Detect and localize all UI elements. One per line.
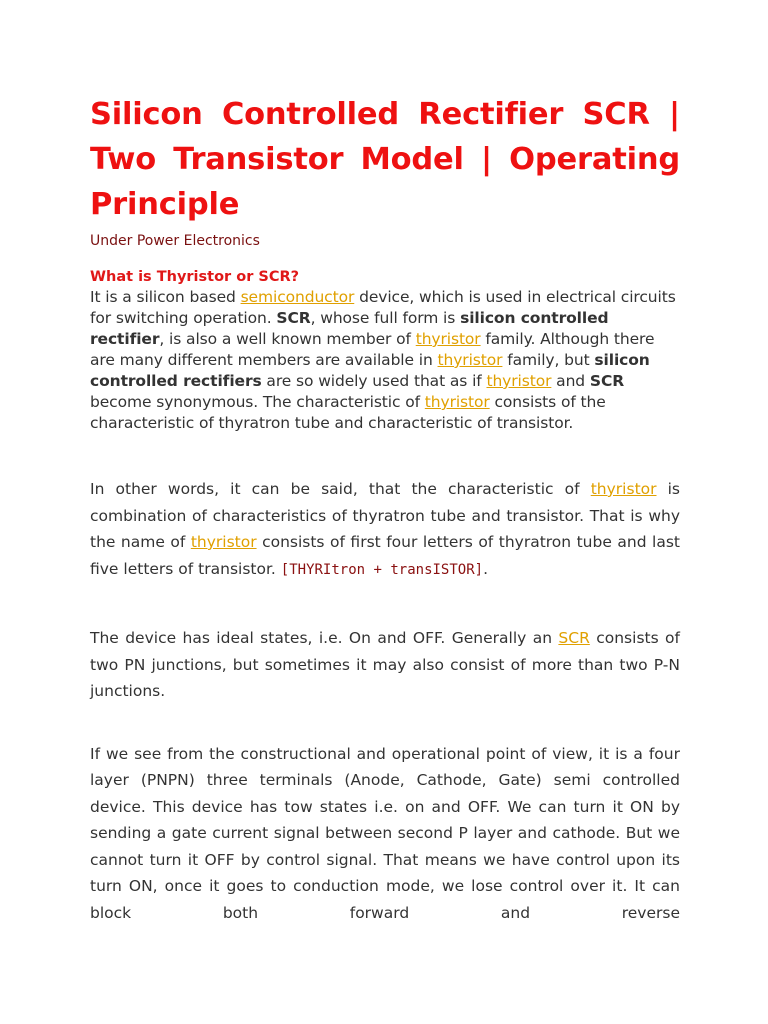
text-run: It is a silicon based — [90, 288, 241, 306]
thyristor-link[interactable]: thyristor — [415, 330, 481, 348]
text-run: are so widely used that as if — [261, 372, 487, 390]
category-label: Under Power Electronics — [90, 233, 260, 249]
bold-text: silicon controlled rectifier — [90, 309, 609, 348]
paragraph-3 — [90, 625, 680, 705]
text-run: The device has ideal states, i.e. On and OFF. Generally an — [90, 629, 559, 647]
paragraph-4: If we see from the constructional and operational point of view, it is a four layer (PNPN) three terminals (Anode, Cathode, Gate) semi controlled device. This device has tow states i.e. on and OFF. We can turn it ON by sending a gate current signal between second P layer and cathode. But we cannot turn it OFF by control signal. That means we have control upon its turn ON, once it goes to conduction mode, we lose control over it. It can block both forward and reverse — [90, 744, 680, 922]
text-run: family, but — [502, 351, 595, 369]
bold-text: SCR — [276, 309, 311, 327]
text-run: , is also a well known member of — [159, 330, 416, 348]
text-run: consists of the characteristic of thyratron tube and characteristic of transistor. — [90, 393, 606, 432]
section-heading: What is Thyristor or SCR? — [90, 269, 300, 285]
thyristor-link[interactable]: thyristor — [486, 372, 552, 390]
text-run: . — [483, 559, 489, 578]
text-run: device, which is used in electrical circuits for switching operation. — [90, 288, 676, 327]
bold-text: silicon controlled rectifiers — [90, 351, 650, 390]
text-run: family. Although there are many different members are available in — [90, 330, 655, 369]
text-run: is combination of characteristics of thyratron tube and transistor. That is why the name of — [90, 480, 681, 551]
text-run: consists of first four letters of thyratron tube and last five letters of transistor. — [90, 533, 680, 578]
scr-link[interactable]: SCR — [558, 629, 590, 647]
text-run: become synonymous. The characteristic of — [90, 393, 425, 411]
thyristor-link[interactable]: thyristor — [590, 480, 657, 498]
article-body — [90, 92, 680, 926]
paragraph-1 — [90, 287, 680, 434]
semiconductor-link[interactable]: semiconductor — [240, 288, 355, 306]
text-run: , whose full form is — [310, 309, 461, 327]
thyristor-link[interactable]: thyristor — [437, 351, 503, 369]
paragraph-2 — [90, 476, 680, 583]
text-run: In other words, it can be said, that the characteristic of — [90, 480, 591, 498]
bold-text: SCR — [589, 372, 625, 390]
text-run: and — [551, 372, 590, 390]
thyristor-link[interactable]: thyristor — [190, 533, 257, 551]
thyristor-link[interactable]: thyristor — [424, 393, 490, 411]
etymology-code: [THYRItron + transISTOR] — [280, 561, 484, 578]
text-run: consists of two PN junctions, but sometimes it may also consist of more than two P-N junctions. — [90, 629, 680, 700]
article-title: Silicon Controlled Rectifier SCR | Two Transistor Model | Operating Principle — [90, 97, 680, 222]
